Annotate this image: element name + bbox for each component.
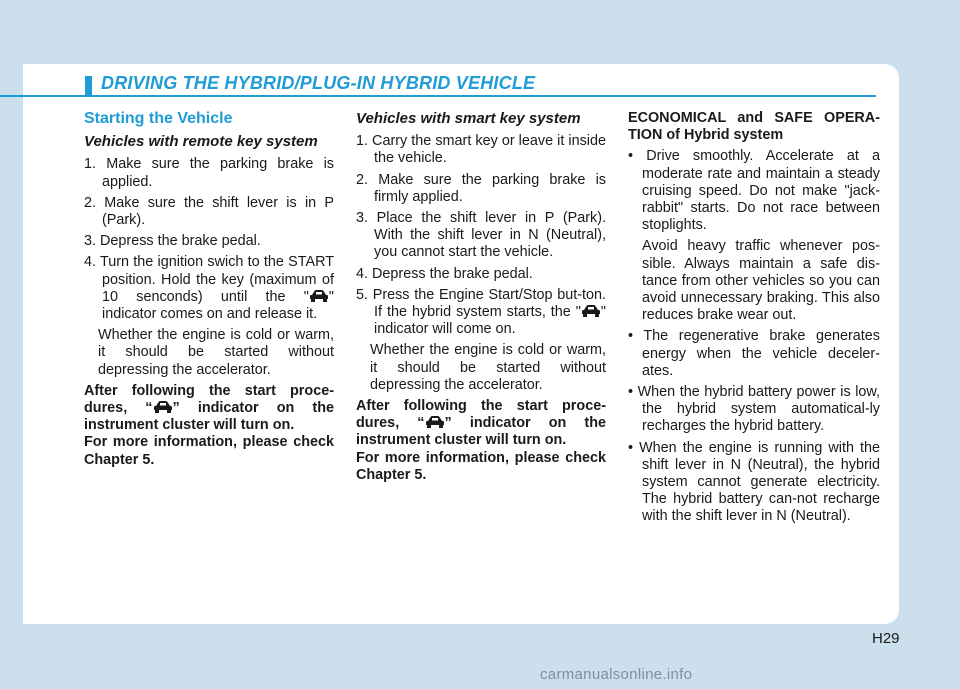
step-text: " indicator comes on and release it. — [102, 288, 334, 323]
step-item: 3. Place the shift lever in P (Park). With the shift lever in N (Neutral), you cannot start the vehicle. — [356, 210, 606, 261]
bullet-glyph: • — [628, 384, 634, 401]
page-number: H29 — [872, 630, 900, 647]
column-economical-operation — [628, 110, 880, 530]
subsection-title: Vehicles with smart key system — [356, 110, 581, 127]
bullet-item — [628, 384, 880, 436]
hybrid-ready-car-icon — [309, 289, 329, 303]
bullet-item — [628, 440, 880, 526]
section-heading: ECONOMICAL and SAFE OPERA-TION of Hybrid system — [628, 110, 880, 144]
step-text: 5. Press the Engine Start/Stop but-ton. If the hybrid system starts, the " — [356, 286, 606, 321]
step-item — [84, 254, 334, 323]
step-text: " indicator will come on. — [374, 304, 606, 338]
bold-text: ” indicator on the instrument cluster will turn on. — [356, 415, 607, 449]
step-item: 3. Depress the brake pedal. — [84, 233, 261, 250]
page-title: DRIVING THE HYBRID/PLUG-IN HYBRID VEHICLE — [101, 73, 536, 93]
bullet-text: The regenerative brake generates energy when the vehicle deceler-ates. — [642, 328, 880, 379]
bold-paragraph — [84, 383, 334, 435]
section-title: Starting the Vehicle — [84, 110, 233, 127]
header-rule — [0, 95, 876, 97]
step-item — [356, 287, 606, 339]
note-paragraph: Whether the engine is cold or warm, it should be started without depressing the accelerator. — [98, 327, 334, 378]
header-accent-bar — [85, 76, 92, 95]
bold-text: After following the start proce-dures, “ — [356, 398, 606, 432]
bullet-item — [628, 148, 880, 234]
step-item: 1. Make sure the parking brake is applied. — [84, 156, 334, 190]
hybrid-ready-car-icon — [425, 415, 445, 429]
step-item: 1. Carry the smart key or leave it inside the vehicle. — [356, 133, 606, 167]
bold-paragraph — [356, 398, 606, 450]
bullet-item — [628, 328, 880, 380]
watermark: carmanualsonline.info — [540, 666, 693, 683]
bold-text: ” indicator on the instrument cluster will turn on. — [84, 400, 335, 434]
column-remote-key — [84, 110, 334, 469]
step-item: 2. Make sure the shift lever is in P (Park). — [84, 194, 334, 229]
bullet-text: Drive smoothly. Accelerate at a moderate rate and maintain a steady cruising speed. Do not make "jack-rabbit" starts. Do not race between stoplights. — [642, 148, 880, 234]
bullet-glyph: • — [628, 439, 634, 456]
bullet-glyph: • — [628, 148, 634, 165]
reference-paragraph: For more information, please check Chapter 5. — [84, 434, 334, 468]
column-smart-key — [356, 110, 606, 484]
bullet-glyph: • — [628, 328, 634, 345]
reference-paragraph: For more information, please check Chapter 5. — [356, 449, 606, 483]
bullet-continuation: Avoid heavy traffic whenever pos-sible. Always maintain a safe dis-tance from other vehicles so you can avoid unnecessary braking. This also reduces brake wear out. — [642, 238, 880, 324]
step-item: 2. Make sure the parking brake is firmly applied. — [356, 171, 606, 205]
hybrid-ready-car-icon — [581, 304, 601, 318]
bullet-text: When the hybrid battery power is low, the hybrid system automatical-ly recharges the hybrid battery. — [637, 384, 880, 435]
bold-text: After following the start proce-dures, “ — [84, 382, 334, 417]
note-paragraph: Whether the engine is cold or warm, it should be started without depressing the accelerator. — [370, 342, 606, 393]
step-text: 4. Turn the ignition swich to the START position. Hold the key (maximum of 10 senconds) until the " — [84, 254, 334, 305]
hybrid-ready-car-icon — [153, 400, 173, 414]
subsection-title: Vehicles with remote key system — [84, 133, 318, 151]
bullet-text: When the engine is running with the shift lever in N (Neutral), the hybrid system cannot generate electricity. The hybrid battery can-not recharge with the shift lever in N (Neutral). — [639, 439, 881, 525]
step-item: 4. Depress the brake pedal. — [356, 265, 533, 282]
